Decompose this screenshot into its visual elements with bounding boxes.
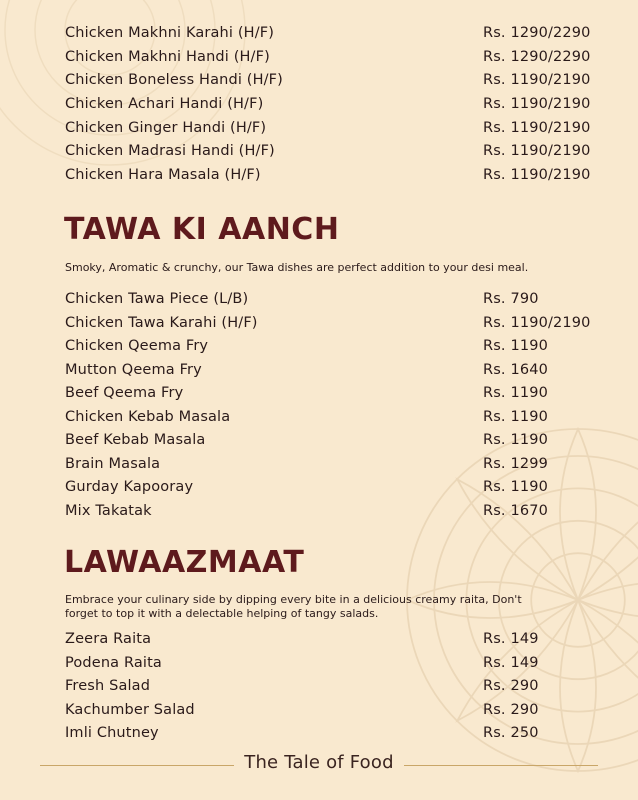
menu-item bbox=[65, 702, 585, 724]
menu-item-price: Rs. 1640 bbox=[483, 362, 548, 378]
menu-item-name: Chicken Makhni Handi (H/F) bbox=[65, 49, 270, 65]
footer-brand-label: The Tale of Food bbox=[234, 752, 403, 773]
menu-item-price: Rs. 290 bbox=[483, 678, 539, 694]
menu-item-name: Chicken Madrasi Handi (H/F) bbox=[65, 143, 275, 159]
menu-item-price: Rs. 290 bbox=[483, 702, 539, 718]
menu-item-name: Gurday Kapooray bbox=[65, 479, 194, 495]
menu-item bbox=[65, 409, 585, 431]
menu-item-price: Rs. 1190 bbox=[483, 432, 548, 448]
menu-item-price: Rs. 1190/2190 bbox=[483, 167, 591, 183]
menu-item bbox=[65, 678, 585, 700]
menu-item-price: Rs. 149 bbox=[483, 655, 539, 671]
menu-item-name: Chicken Makhni Karahi (H/F) bbox=[65, 25, 275, 41]
menu-item bbox=[65, 655, 585, 677]
description-line: forget to top it with a delectable helping of tangy salads. bbox=[65, 607, 379, 620]
menu-item bbox=[65, 167, 591, 189]
section-title: TAWA KI AANCH bbox=[64, 212, 340, 247]
menu-item-price: Rs. 1190 bbox=[483, 409, 548, 425]
menu-item bbox=[65, 120, 591, 142]
menu-item-price: Rs. 149 bbox=[483, 631, 539, 647]
menu-item-name: Mix Takatak bbox=[65, 503, 152, 519]
menu-item-name: Beef Kebab Masala bbox=[65, 432, 206, 448]
menu-item-name: Chicken Ginger Handi (H/F) bbox=[65, 120, 267, 136]
menu-item-price: Rs. 1190/2190 bbox=[483, 72, 591, 88]
menu-item-name: Kachumber Salad bbox=[65, 702, 195, 718]
menu-item-price: Rs. 1190/2190 bbox=[483, 120, 591, 136]
menu-item-price: Rs. 1190 bbox=[483, 479, 548, 495]
menu-item-name: Fresh Salad bbox=[65, 678, 151, 694]
menu-item-name: Chicken Kebab Masala bbox=[65, 409, 231, 425]
menu-item bbox=[65, 315, 591, 337]
menu-item-name: Brain Masala bbox=[65, 456, 161, 472]
menu-item-price: Rs. 1190/2190 bbox=[483, 96, 591, 112]
menu-item-name: Chicken Hara Masala (H/F) bbox=[65, 167, 261, 183]
footer-brand bbox=[0, 752, 638, 773]
menu-item bbox=[65, 725, 585, 747]
menu-item-name: Chicken Boneless Handi (H/F) bbox=[65, 72, 283, 88]
menu-item-price: Rs. 1190 bbox=[483, 338, 548, 354]
menu-item bbox=[65, 432, 585, 454]
menu-item bbox=[65, 291, 585, 313]
menu-item bbox=[65, 385, 585, 407]
menu-item-name: Chicken Qeema Fry bbox=[65, 338, 209, 354]
menu-item bbox=[65, 143, 591, 165]
menu-item-name: Chicken Achari Handi (H/F) bbox=[65, 96, 264, 112]
menu-item-price: Rs. 1190 bbox=[483, 385, 548, 401]
menu-item bbox=[65, 503, 585, 525]
menu-item-name: Zeera Raita bbox=[65, 631, 152, 647]
section-description bbox=[65, 593, 565, 621]
menu-item-price: Rs. 250 bbox=[483, 725, 539, 741]
menu-item bbox=[65, 96, 591, 118]
menu-item-name: Beef Qeema Fry bbox=[65, 385, 184, 401]
menu-item bbox=[65, 338, 585, 360]
description-line: Embrace your culinary side by dipping every bite in a delicious creamy raita, Don't bbox=[65, 593, 522, 606]
menu-item-name: Imli Chutney bbox=[65, 725, 159, 741]
menu-item-price: Rs. 1670 bbox=[483, 503, 548, 519]
menu-item-name: Mutton Qeema Fry bbox=[65, 362, 202, 378]
menu-item bbox=[65, 479, 585, 501]
section-description: Smoky, Aromatic & crunchy, our Tawa dishes are perfect addition to your desi meal. bbox=[65, 261, 529, 274]
menu-item bbox=[65, 72, 591, 94]
menu-item-price: Rs. 1299 bbox=[483, 456, 548, 472]
menu-item-price: Rs. 1190/2190 bbox=[483, 143, 591, 159]
menu-item bbox=[65, 25, 591, 47]
menu-item-name: Chicken Tawa Karahi (H/F) bbox=[65, 315, 258, 331]
menu-item-price: Rs. 790 bbox=[483, 291, 539, 307]
menu-item-name: Podena Raita bbox=[65, 655, 162, 671]
menu-item bbox=[65, 456, 585, 478]
menu-item bbox=[65, 49, 591, 71]
section-title: LAWAAZMAAT bbox=[64, 545, 305, 580]
menu-item-price: Rs. 1290/2290 bbox=[483, 49, 591, 65]
menu-item-price: Rs. 1190/2190 bbox=[483, 315, 591, 331]
menu-item bbox=[65, 631, 585, 653]
menu-item bbox=[65, 362, 585, 384]
menu-item-name: Chicken Tawa Piece (L/B) bbox=[65, 291, 249, 307]
menu-item-price: Rs. 1290/2290 bbox=[483, 25, 591, 41]
